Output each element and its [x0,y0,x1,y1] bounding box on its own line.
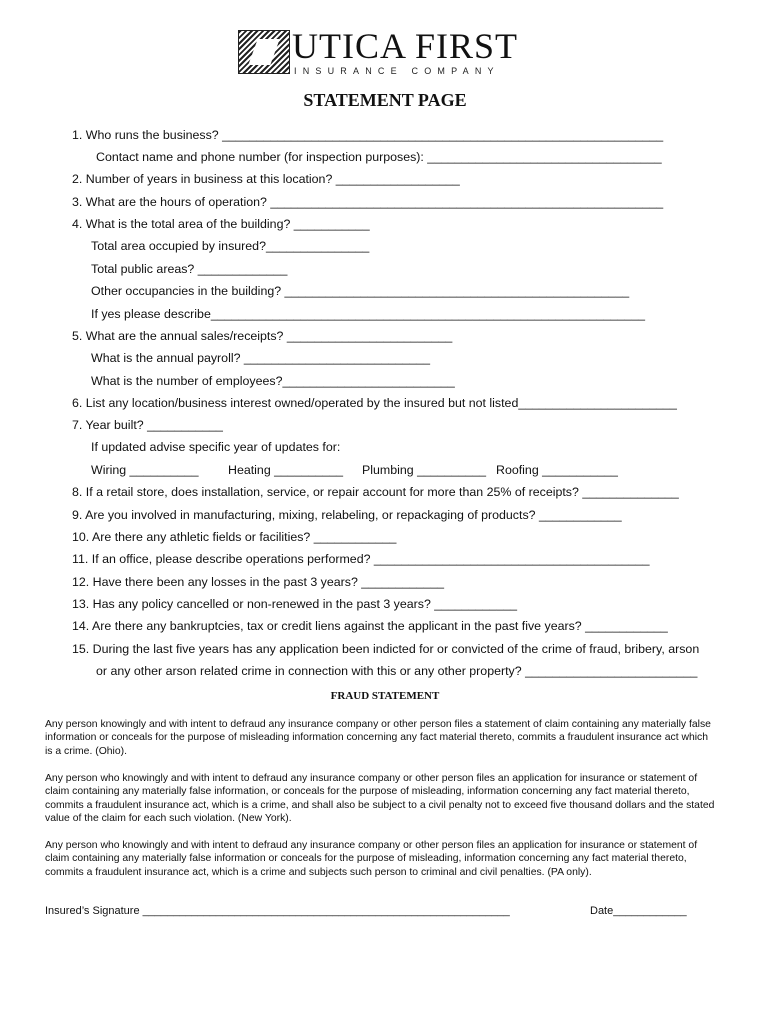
question-3[interactable]: 3. What are the hours of operation? _________________________________________________________ [72,195,664,209]
question-9[interactable]: 9. Are you involved in manufacturing, mixing, relabeling, or repackaging of products? ____________ [72,508,622,522]
question-12[interactable]: 12. Have there been any losses in the past 3 years? ____________ [72,575,444,589]
question-4-other[interactable]: Other occupancies in the building? __________________________________________________ [91,284,630,298]
signature-field[interactable]: Insured’s Signature ____________________________________________________________ [45,905,510,917]
update-plumbing[interactable]: Plumbing __________ [362,463,487,477]
question-5-payroll[interactable]: What is the annual payroll? ___________________________ [91,351,430,365]
question-11[interactable]: 11. If an office, please describe operations performed? ________________________________________ [72,552,650,566]
page-title: STATEMENT PAGE [303,90,467,110]
question-7[interactable]: 7. Year built? ___________ [72,418,223,432]
question-14[interactable]: 14. Are there any bankruptcies, tax or credit liens against the applicant in the past five years? ____________ [72,619,668,633]
question-5-employees[interactable]: What is the number of employees?_________________________ [91,374,455,388]
question-15[interactable]: 15. During the last five years has any application been indicted for or convicted of the crime of fraud, bribery, arson [72,642,700,656]
question-5[interactable]: 5. What are the annual sales/receipts? ________________________ [72,329,453,343]
logo-mark-icon [238,30,290,74]
update-wiring[interactable]: Wiring __________ [91,463,199,477]
question-4-describe[interactable]: If yes please describe_______________________________________________________________ [91,307,645,321]
date-field[interactable]: Date____________ [590,905,687,917]
question-8[interactable]: 8. If a retail store, does installation, service, or repair account for more than 25% of receipts? ______________ [72,485,679,499]
fraud-statement-heading: FRAUD STATEMENT [330,690,440,702]
question-1-contact[interactable]: Contact name and phone number (for inspection purposes): __________________________________ [96,150,662,164]
question-10[interactable]: 10. Are there any athletic fields or facilities? ____________ [72,530,397,544]
fraud-new-york: Any person who knowingly and with intent to defraud any insurance company or other person files an application for insurance or statement of claim containing any materially false information, or conceals for the purpose of misleading, information concerning any fact material thereto, commits a fraudulent insurance act, which is a crime, and shall also be subject to a civil penalty not to exceed five thousand dollars and the stated value of the claim for each such violation. (New York). [45,773,715,824]
question-1[interactable]: 1. Who runs the business? ________________________________________________________________ [72,128,664,142]
question-15-cont[interactable]: or any other arson related crime in connection with this or any other property? _________________________ [96,664,698,678]
question-7-updates: If updated advise specific year of updates for: [91,440,341,454]
logo-name: UTICA FIRST [292,26,519,66]
logo-subtitle: INSURANCE COMPANY [294,66,500,76]
question-2[interactable]: 2. Number of years in business at this location? __________________ [72,172,460,186]
question-4-occupied[interactable]: Total area occupied by insured?_______________ [91,239,370,253]
fraud-pa: Any person who knowingly and with intent to defraud any insurance company or other person files an application for insurance or statement of claim containing any materially false information or conceals for the purpose of misleading, information concerning any fact material thereto, commits a fraudulent insurance act, which is a crime and subjects such person to criminal and civil penalties. (PA only). [45,840,698,878]
company-logo [238,28,528,78]
question-13[interactable]: 13. Has any policy cancelled or non-renewed in the past 3 years? ____________ [72,597,517,611]
question-6[interactable]: 6. List any location/business interest owned/operated by the insured but not listed_______________________ [72,396,677,410]
fraud-ohio: Any person knowingly and with intent to defraud any insurance company or other person files a statement of claim containing any materially false information or conceals for the purpose of misleading information concerning any fact material thereto, commits a fraudulent insurance act which is a crime. (Ohio). [45,719,711,757]
question-4-public[interactable]: Total public areas? _____________ [91,262,288,276]
update-heating[interactable]: Heating __________ [228,463,344,477]
question-4[interactable]: 4. What is the total area of the building? ___________ [72,217,370,231]
update-roofing[interactable]: Roofing ___________ [496,463,618,477]
